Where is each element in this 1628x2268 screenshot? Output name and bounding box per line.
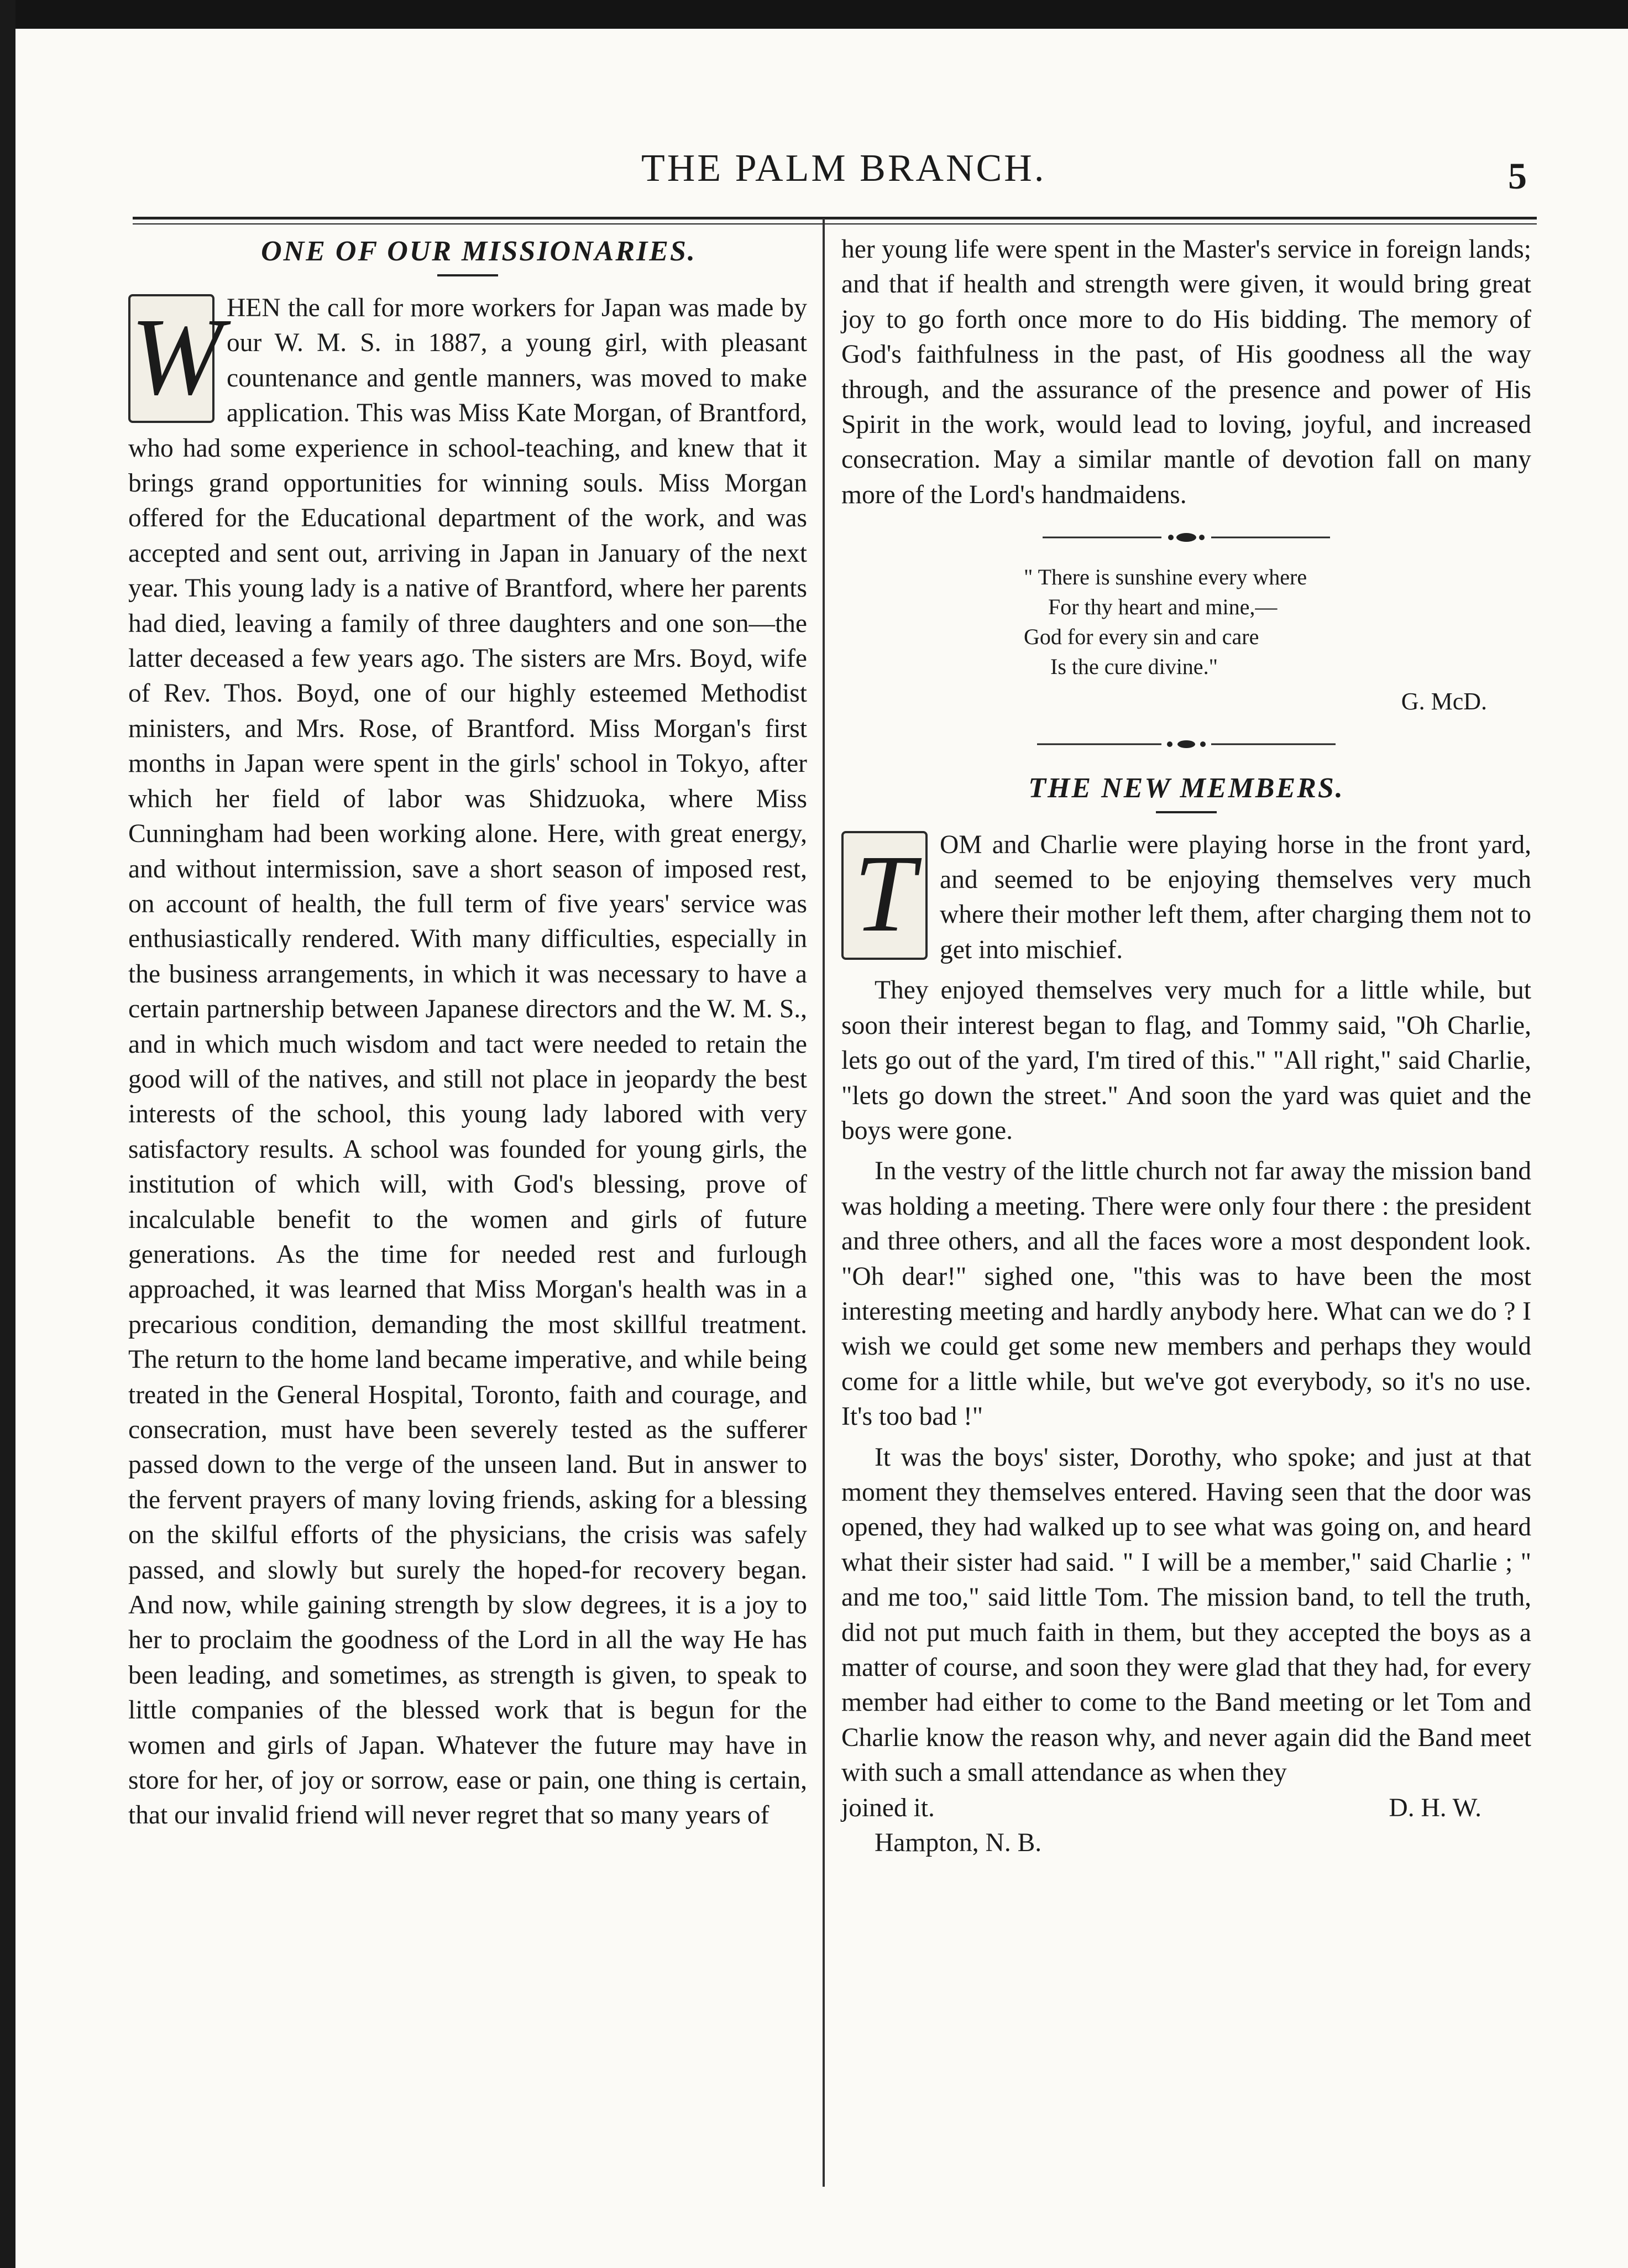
poem-line: " There is sunshine every where [1024,565,1307,590]
title-dash [1156,811,1217,813]
header-rule-bottom [133,223,1537,224]
page-top-edge [0,0,1628,29]
poem-author: G. McD. [1401,688,1487,715]
drop-cap-t: T [841,831,928,960]
left-column [128,232,807,1839]
poem-line: God for every sin and care [1024,624,1259,650]
article-title-new-members: THE NEW MEMBERS. [1028,772,1344,804]
right-column [841,232,1531,1861]
page-left-edge [0,0,15,2268]
story-last-line: joined it. [841,1793,935,1822]
running-title: THE PALM BRANCH. [641,147,1046,190]
title-dash [437,274,498,276]
article-title-missionaries: ONE OF OUR MISSIONARIES. [261,236,697,267]
poem-quote [1024,562,1531,682]
ornamental-separator [1037,736,1336,752]
story-paragraph: They enjoyed themselves very much for a little while, but soon their interest began to flag, and Tommy said, "Oh Charlie, lets go out of the yard, I'm tired of this." "All right," said Charlie, "lets go down the street." And soon the yard was quiet and the boys were gone. [841,976,1531,1145]
article-lead [128,291,807,1833]
article-lead-text: HEN the call for more workers for Japan was made by our W. M. S. in 1887, a young girl, with pleasant countenance and gentle manners, was moved to make application. [227,294,807,428]
poem-line: Is the cure divine." [1050,654,1218,680]
drop-cap-w: W [128,294,214,423]
story-closing [841,1791,1531,1826]
page-header [0,147,1628,207]
column-divider [823,218,825,2187]
story-paragraph: It was the boys' sister, Dorothy, who spoke; and just at that moment they themselves entered. Having seen that the door was opened, they had walked up to see what was going on, and heard what their sister had said. " I will be a member," said Charlie ; " and me too," said little Tom. The mission band, to tell the truth, did not put much faith in them, but they accepted the boys as a matter of course, and soon they were glad that they had, for every member had either to come to the Band meeting or let Tom and Charlie know the reason why, and never again did the Band meet with such a small attendance as when they [841,1443,1531,1788]
story-lead: OM and Charlie were playing horse in the front yard, and seemed to be enjoying themselves very much where their mother left them, after charging them not to get into mischief. [940,830,1531,964]
page-number: 5 [1508,155,1527,197]
article-continuation: her young life were spent in the Master's service in foreign lands; and that if health and strength were given, it would bring great joy to go forth once more to do His bidding. The memory of God's faithfulness in the past, of His goodness all the way through, and the assurance of the presence and power of His Spirit in the work, would lead to loving, joyful, and increased consecration. May a similar mantle of devotion fall on many more of the Lord's handmaidens. [841,235,1531,509]
ornamental-separator [1043,529,1330,546]
story-paragraph: In the vestry of the little church not far away the mission band was holding a meeting. There were only four there : the president and three others, and all the faces wore a most despondent look. "Oh dear!" sighed one, "this was to have been the most interesting meeting and hardly anybody here. What can we do ? I wish we could get some new members and perhaps they would come for a little while, but we've got everybody, so it's no use. It's too bad !" [841,1157,1531,1431]
header-rule-top [133,217,1537,220]
story-place: Hampton, N. B. [875,1828,1042,1858]
poem-line: For thy heart and mine,— [1048,594,1278,620]
story-signature: D. H. W. [1389,1793,1482,1822]
article-body-text: This was Miss Kate Morgan, of Brantford, who had some experience in school-teaching, and knew that it brings grand opportunities for winning souls. Miss Morgan offered for the Educational department of the work, and was accepted and sent out, arriving in Japan in January of the next year. This young lady is a native of Brantford, where her parents had died, leaving a family of three daughters and one son—the latter deceased a few years ago. The sisters are Mrs. Boyd, wife of Rev. Thos. Boyd, one of our highly esteemed Methodist ministers, and Mrs. Rose, of Brantford. Miss Morgan's first months in Japan were spent in the girls' school in Tokyo, after which her field of labor was Shidzuoka, where Miss Cunningham had been working alone. Here, with great energy, and without intermission, save a short season of imposed rest, on account of health, the full term of five years' service was enthusiastically rendered. With many difficulties, especially in the business arrangements, in which it was necessary to have a certain partnership between Japanese directors and the W. M. S., and in which much wisdom and tact were needed to retain the good will of the natives, and still not place in jeopardy the best interests of the school, this young lady labored with very satisfactory results. A school was founded for young girls, the institution of which will, with God's blessing, prove of incalculable benefit to the women and girls of future generations. As the time for needed rest and furlough approached, it was learned that Miss Morgan's health was in a precarious condition, demanding the most skillful treatment. The return to the home land became imperative, and while being treated in the General Hospital, Toronto, faith and courage, and consecration, must have been severely tested as the sufferer passed down to the verge of the unseen land. But in answer to the fervent prayers of many loving friends, asking for a blessing on the skilful efforts of the physicians, the crisis was safely passed, and slowly but surely the hoped-for recovery began. And now, while gaining strength by slow degrees, it is a joy to her to proclaim the goodness of the Lord in all the way He has been leading, and sometimes, as strength is given, to speak to little companies of the blessed work that is begun for the women and girls of Japan. Whatever the future may have in store for her, of joy or sorrow, ease or pain, one thing is certain, that our invalid friend will never regret that so many years of [128,399,807,1830]
